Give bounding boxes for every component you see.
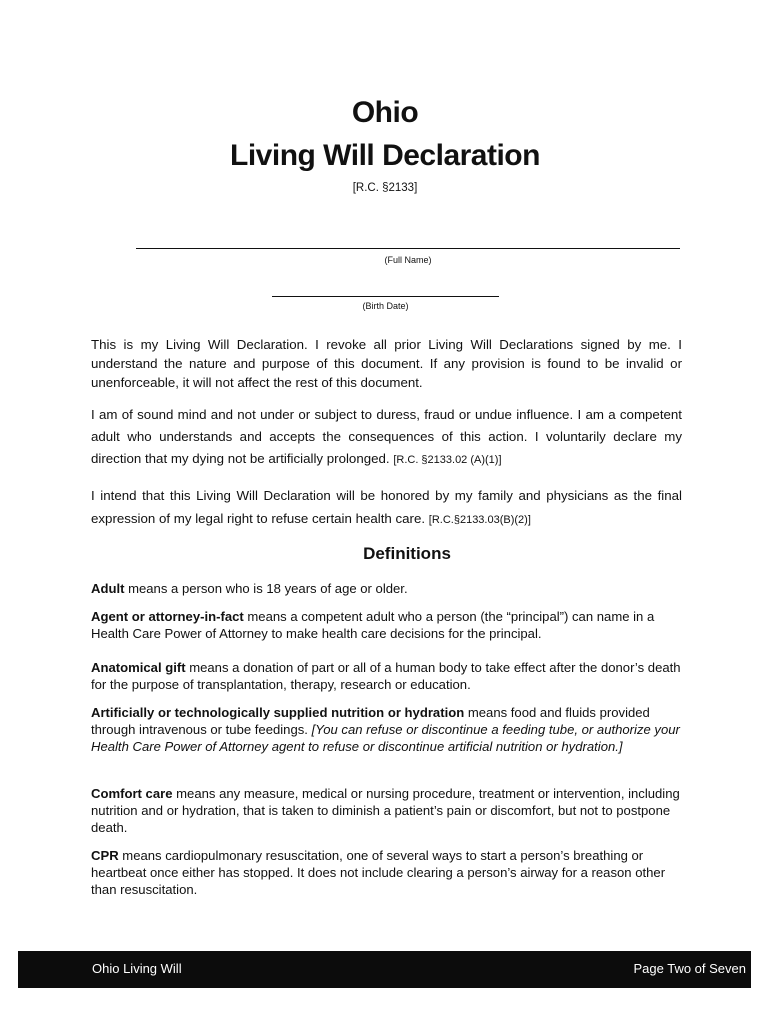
definition-text: means a competent adult who a person (the “principal”) can name in a Health Care Power of Attorney to make health care decisions for the principal. [91,609,655,641]
intro-paragraph-sound-mind [91,404,682,471]
document-title: Living Will Declaration [230,139,540,172]
sound-mind-text: I am of sound mind and not under or subject to duress, fraud or undue influence. I am a competent adult who understands and accepts the consequences of this action. I voluntarily declare my direction that my dying not be artificially prolonged. [91,407,682,466]
definition-note: [You can refuse or discontinue a feeding tube, or authorize your Health Care Power of Attorney agent to refuse or discontinue artificial nutrition or hydration.] [91,722,680,754]
definition-text: means any measure, medical or nursing procedure, treatment or intervention, including nutrition and or hydration, that is taken to diminish a patient’s pain or discomfort, but not to postpone death. [91,786,680,835]
definition-text: means cardiopulmonary resuscitation, one of several ways to start a person’s breathing or heartbeat once either has stopped. It does not include clearing a person’s airway for a reason other than resuscitation. [91,848,666,897]
document-state-title: Ohio [351,96,419,129]
intent-text: I intend that this Living Will Declaration will be honored by my family and physicians as the final expression of my legal right to refuse certain health care. [91,488,682,526]
statute-citation: [R.C. §2133] [352,182,418,194]
definition-text: means food and fluids provided through intravenous or tube feedings. [91,705,650,737]
birth-date-line[interactable] [272,296,499,297]
definition-term: Agent or attorney-in-fact [91,609,244,624]
definition-nutrition-hydration [91,704,682,755]
page-footer [18,951,751,988]
definitions-heading: Definitions [363,544,451,563]
full-name-line[interactable] [136,248,680,249]
definition-text: means a person who is 18 years of age or older. [124,581,408,596]
intent-citation: [R.C.§2133.03(B)(2)] [428,514,531,526]
definition-term: Artificially or technologically supplied nutrition or hydration [91,705,465,720]
intro-paragraph-revocation: This is my Living Will Declaration. I revoke all prior Living Will Declarations signed by me. I understand the nature and purpose of this document. If any provision is found to be invalid or unenforceable, it will not affect the rest of this document. [91,337,682,390]
definition-term: Adult [91,581,125,596]
intro-paragraph-intent [91,484,682,532]
definition-term: Comfort care [91,786,173,801]
definition-agent [91,608,682,642]
full-name-caption: (Full Name) [384,255,432,265]
footer-page-number: Page Two of Seven [633,961,746,976]
definition-anatomical-gift [91,659,682,693]
footer-document-name: Ohio Living Will [92,961,182,976]
birth-date-caption: (Birth Date) [362,301,409,311]
definition-term: CPR [91,848,119,863]
definition-cpr [91,847,682,898]
definition-comfort-care [91,785,682,836]
definition-adult [91,580,682,597]
definition-term: Anatomical gift [91,660,186,675]
sound-mind-citation: [R.C. §2133.02 (A)(1)] [393,454,502,466]
definition-text: means a donation of part or all of a human body to take effect after the donor’s death for the purpose of transplantation, therapy, research or education. [91,660,681,692]
